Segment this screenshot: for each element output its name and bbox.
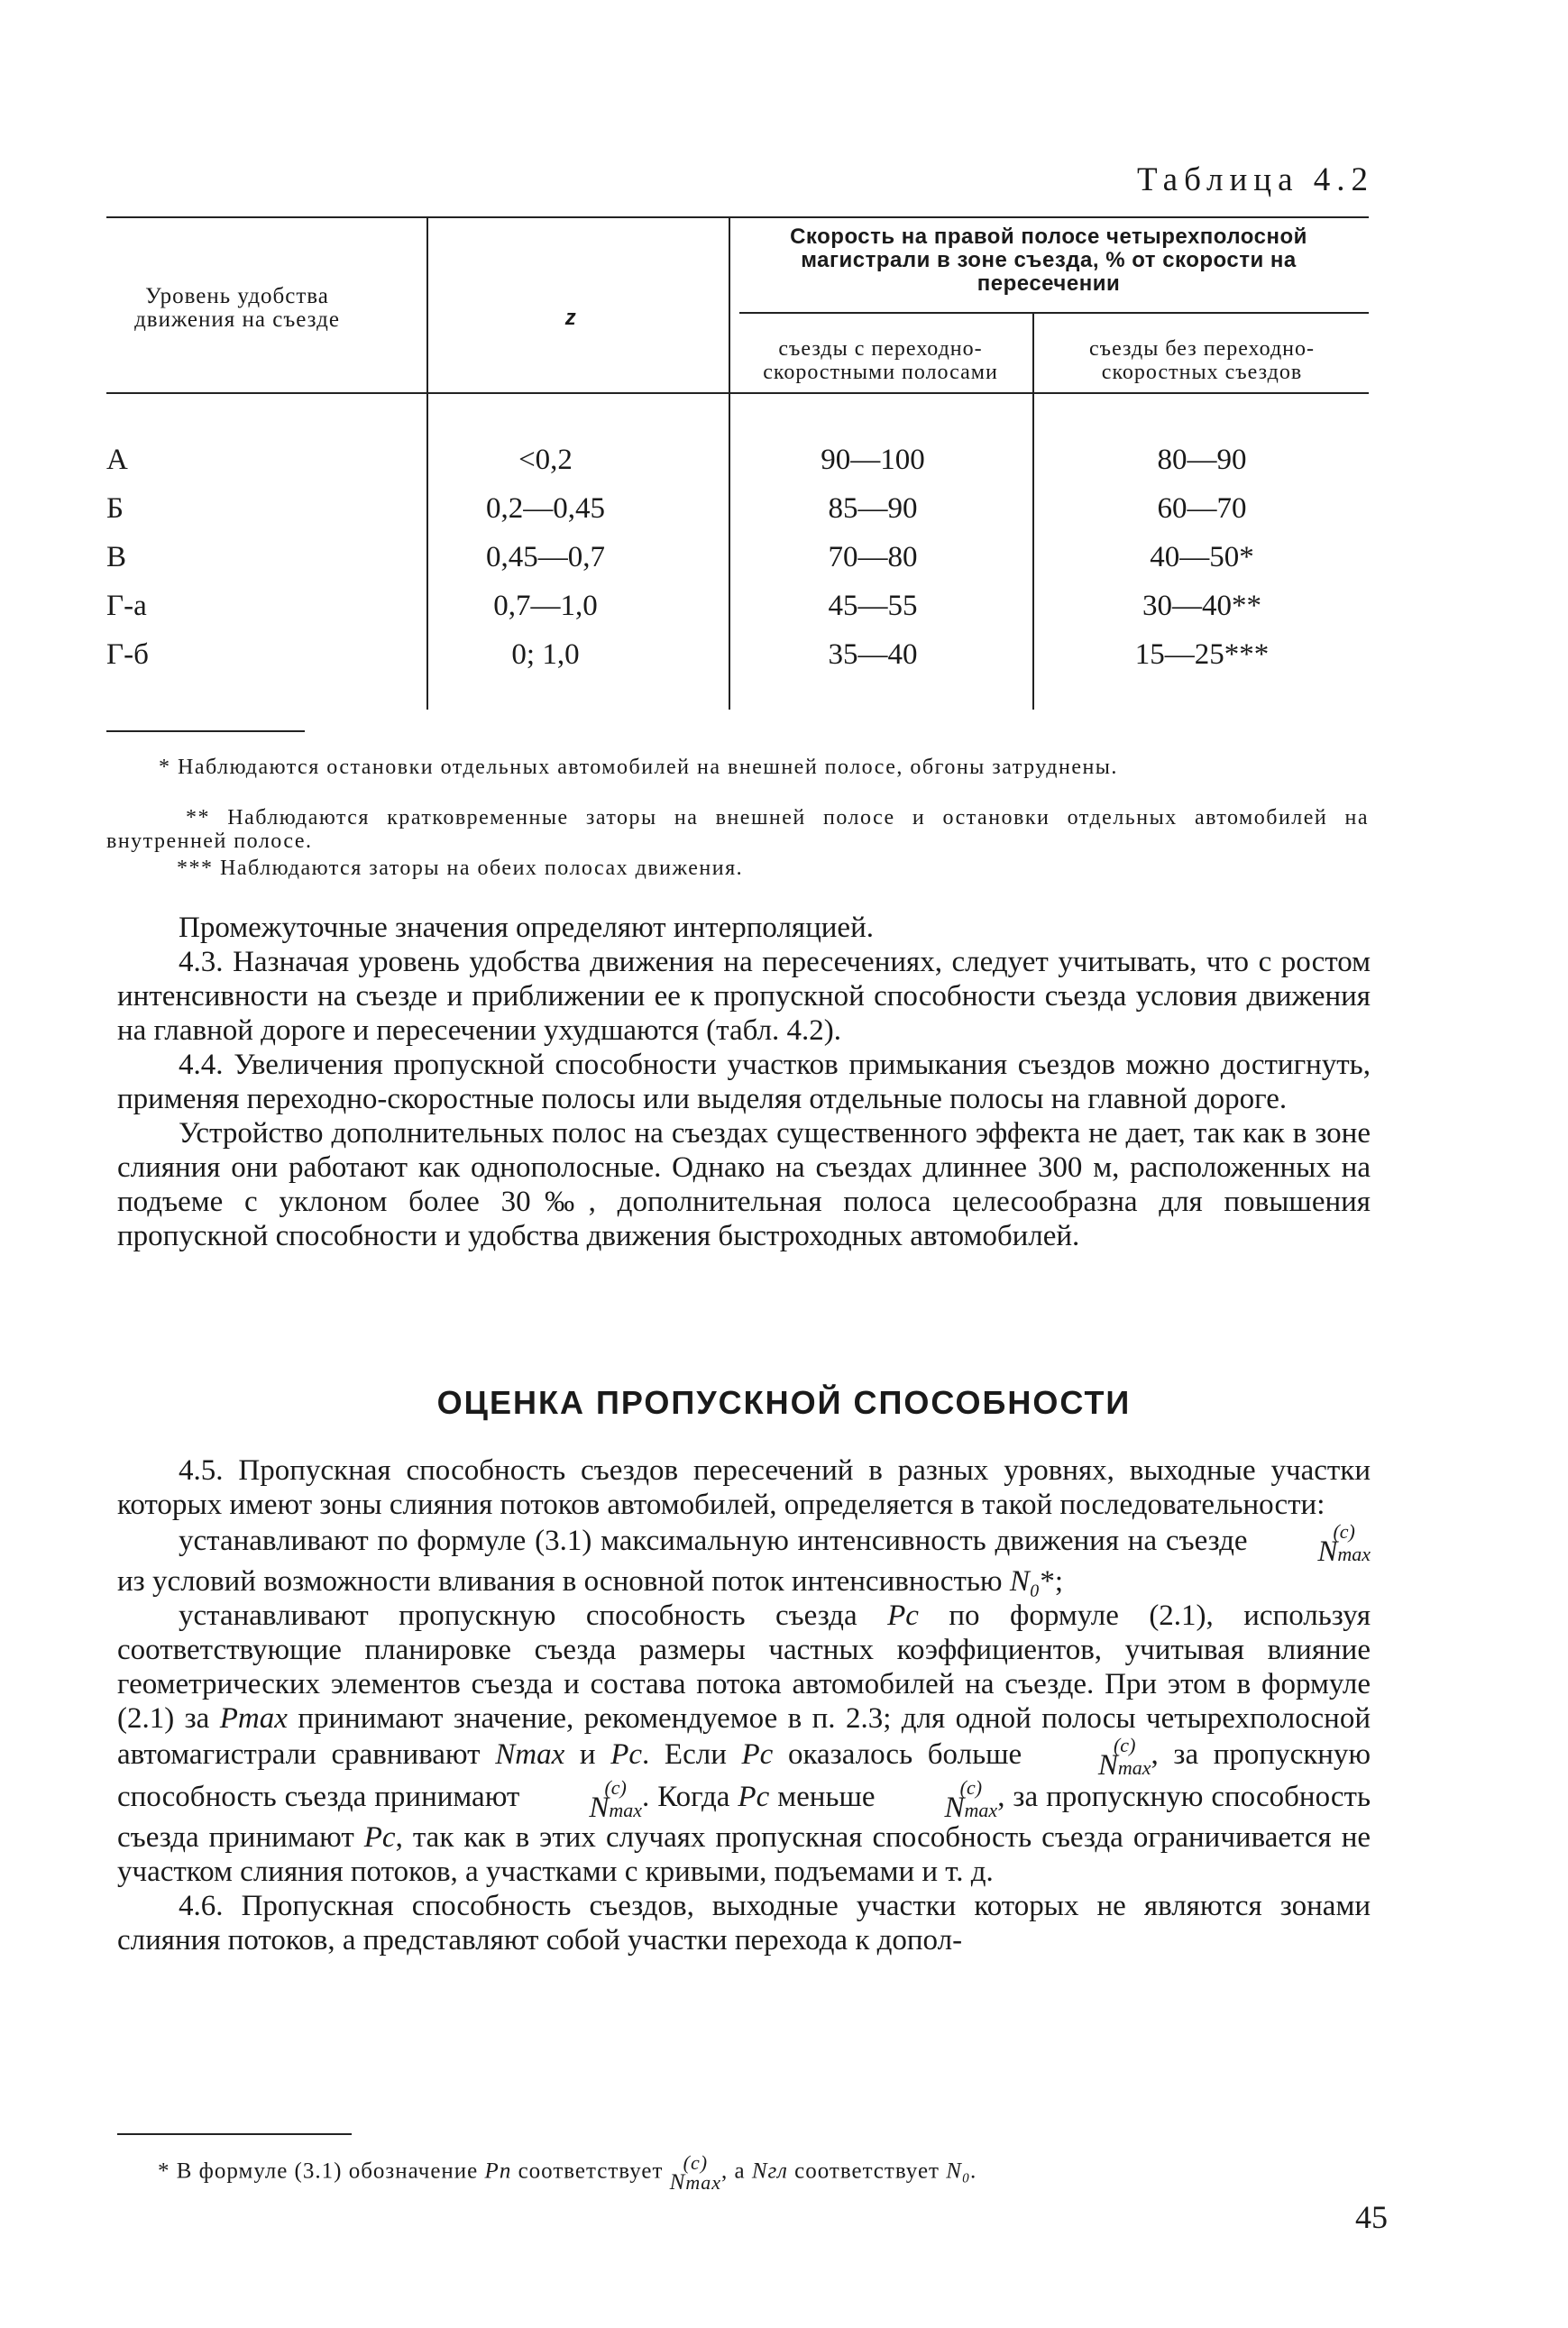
table-footnote-3: *** Наблюдаются заторы на обеих полосах движения. — [177, 857, 744, 880]
formula-n-max-c — [1037, 1734, 1151, 1782]
step-2-text-b: по формуле (2.1), используя соответствующие планировке съезда размеры частных коэффициентов, учитывая влияние геометрических элементов съезда и состава потока автомобилей на съезде. При этом в формуле (2.1) за — [117, 1599, 1371, 1735]
table-subheader-rule — [739, 312, 1369, 314]
symbol-n — [527, 1792, 642, 1824]
row-level: В — [106, 541, 127, 573]
row-z: 0,45—0,7 — [486, 541, 605, 573]
row-without-ramps: 30—40** — [1142, 590, 1261, 622]
table-top-rule — [106, 216, 1369, 218]
step-2-text-c: принимают значение, рекомендуемое в п. 2.3; для одной полосы четырехполосной автомагистрали сравнивают — [117, 1702, 1371, 1772]
page-footnote-rule — [117, 2133, 352, 2135]
row-without-ramps: 60—70 — [1157, 492, 1247, 525]
header-without-ramps: съезды без переходно-скоростных съездов — [1089, 337, 1315, 384]
step-2-text-i: , за пропускную способность съезда принимают — [117, 1781, 1371, 1854]
row-with-ramps: 85—90 — [828, 492, 918, 525]
symbol-n — [1256, 1535, 1371, 1568]
step-2-text-j: , так как в этих случаях пропускная способность съезда ограничивается не участком слияния потоков, а участками с кривыми, подъемами и т. д. — [117, 1821, 1371, 1888]
paragraph-4-5: 4.5. Пропускная способность съездов пересечений в разных уровнях, выходные участки которых имеют зоны слияния потоков автомобилей, определяется в такой последовательности: — [117, 1454, 1371, 1521]
subscript-max: max — [964, 1799, 998, 1821]
paragraph-4-3: 4.3. Назначая уровень удобства движения на пересечениях, следует учитывать, что с ростом интенсивности на съезде и приближении ее к пропускной способности съезда условия движения на главной дороге и пересечении ухудшаются (табл. 4.2). — [117, 946, 1371, 1047]
header-z: z — [564, 306, 577, 330]
row-z: 0,7—1,0 — [493, 590, 598, 622]
formula-n-max-c — [670, 2153, 721, 2193]
paragraph-4-4: 4.4. Увеличения пропускной способности участков примыкания съездов можно достигнуть, применяя переходно-скоростные полосы или выделяя отдельные полосы на главной дороге. — [117, 1049, 1371, 1115]
superscript-c: (c) — [604, 1776, 627, 1799]
step-2-text-e: оказалось больше — [787, 1738, 1022, 1772]
symbol-n-base: N — [1097, 1749, 1118, 1782]
superscript-c: (c) — [959, 1776, 983, 1799]
symbol-n — [669, 2170, 722, 2195]
conjunction-and: и — [579, 1738, 596, 1772]
page-footnote-text-d: соответствует — [794, 2158, 940, 2184]
section-text — [117, 1453, 1371, 1957]
step-1-text-a: устанавливают по формуле (3.1) максимальную интенсивность движения на съезде — [179, 1525, 1248, 1558]
step-2-text-h: меньше — [777, 1781, 876, 1814]
row-z: 0,2—0,45 — [486, 492, 605, 525]
header-with-ramps: съезды с переходно-скоростными полосами — [763, 337, 998, 384]
step-2-text-d: . Если — [642, 1738, 727, 1772]
row-z: 0; 1,0 — [511, 638, 580, 671]
subscript-max: max — [609, 1799, 642, 1821]
subscript-max: max — [1117, 1756, 1151, 1779]
step-2-text-a: устанавливают пропускную способность съезда — [179, 1599, 857, 1632]
table-footnote-1: * Наблюдаются остановки отдельных автомобилей на внешней полосе, обгоны затруднены. — [159, 756, 1118, 779]
page-footnote — [158, 2153, 1366, 2193]
step-2-text-f: , за пропускную способность съезда принимают — [117, 1738, 1371, 1814]
formula-n-max-c — [884, 1776, 998, 1824]
paragraph-extra-lanes: Устройство дополнительных полос на съездах существенного эффекта не дает, так как в зоне слияния они работают как однополосные. Однако на съездах длиннее 300 м, расположенных на подъеме с уклоном более 30‰, дополнительная полоса целесообразна для повышения пропускной способности и удобства движения быстроходных автомобилей. — [117, 1117, 1371, 1252]
header-speed-group: Скорость на правой полосе четырехполосной магистрали в зоне съезда, % от скорости на пересечении — [790, 225, 1307, 296]
page-footnote-text-b: соответствует — [518, 2158, 664, 2184]
row-with-ramps: 45—55 — [828, 590, 918, 622]
symbol-pc: Pc — [610, 1738, 643, 1772]
symbol-n — [884, 1792, 998, 1824]
symbol-pc: Pc — [738, 1781, 770, 1814]
step-1-text-b: из условий возможности вливания в основной поток интенсивностью — [117, 1565, 1003, 1598]
row-without-ramps: 80—90 — [1157, 444, 1247, 476]
step-2-text-g: . Когда — [642, 1781, 730, 1814]
table-header-rule — [106, 392, 1369, 394]
symbol-n-base: N — [944, 1792, 965, 1824]
symbol-n0: N₀. — [946, 2158, 977, 2184]
page-footnote-text-a: * В формуле (3.1) обозначение — [158, 2158, 479, 2184]
symbol-ngl: Nгл — [751, 2158, 788, 2184]
paragraph-step-2 — [117, 1599, 1371, 1889]
row-level: А — [106, 444, 128, 476]
table-caption: Таблица 4.2 — [1137, 161, 1374, 198]
symbol-n-base: N — [1317, 1535, 1338, 1568]
formula-n-max-c — [527, 1776, 642, 1824]
superscript-c: (c) — [683, 2151, 709, 2174]
level-of-service-table — [106, 209, 1369, 710]
row-with-ramps: 70—80 — [828, 541, 918, 573]
row-without-ramps: 40—50* — [1150, 541, 1254, 573]
row-without-ramps: 15—25*** — [1134, 638, 1270, 671]
formula-n-max-c — [1256, 1520, 1371, 1568]
header-level: Уровень удобства движения на съезде — [134, 284, 340, 332]
row-level: Г-б — [106, 638, 149, 671]
section-heading: ОЦЕНКА ПРОПУСКНОЙ СПОСОБНОСТИ — [436, 1384, 1132, 1421]
symbol-n-base: N — [589, 1792, 610, 1824]
symbol-pmax: Pmax — [219, 1702, 288, 1735]
body-text — [117, 911, 1371, 1253]
paragraph-step-1 — [117, 1522, 1371, 1599]
symbol-pc: Pc — [887, 1599, 919, 1632]
page-number: 45 — [1355, 2199, 1388, 2235]
row-level: Г-а — [106, 590, 147, 622]
step-1-tail: *; — [1040, 1565, 1063, 1598]
symbol-pc: Pc — [363, 1821, 396, 1854]
superscript-c: (c) — [1333, 1520, 1355, 1543]
symbol-n-base: N — [669, 2170, 686, 2195]
row-with-ramps: 35—40 — [828, 638, 918, 671]
table-footnote-2: ** Наблюдаются кратковременные заторы на внешней полосе и остановки отдельных автомобилей на внутренней полосе. — [106, 806, 1369, 853]
paragraph-interpolation: Промежуточные значения определяют интерполяцией. — [179, 912, 874, 944]
row-z: <0,2 — [518, 444, 573, 476]
paragraph-4-6: 4.6. Пропускная способность съездов, выходные участки которых не являются зонами слияния потоков, а представляют собой участки перехода к допол- — [117, 1890, 1371, 1957]
subscript-max: max — [1337, 1543, 1371, 1565]
symbol-nmax: Nmax — [495, 1738, 565, 1772]
symbol-n — [1037, 1749, 1151, 1782]
table-col-divider-3 — [1032, 312, 1034, 710]
superscript-c: (c) — [1113, 1734, 1136, 1756]
symbol-n0: N₀ — [1009, 1565, 1041, 1598]
footnote-rule — [106, 730, 305, 732]
symbol-pp: Pп — [484, 2158, 512, 2184]
page-footnote-text-c: , а — [721, 2158, 746, 2184]
row-with-ramps: 90—100 — [821, 444, 925, 476]
row-level: Б — [106, 492, 124, 525]
subscript-max: max — [685, 2171, 722, 2194]
symbol-pc: Pc — [741, 1738, 774, 1772]
